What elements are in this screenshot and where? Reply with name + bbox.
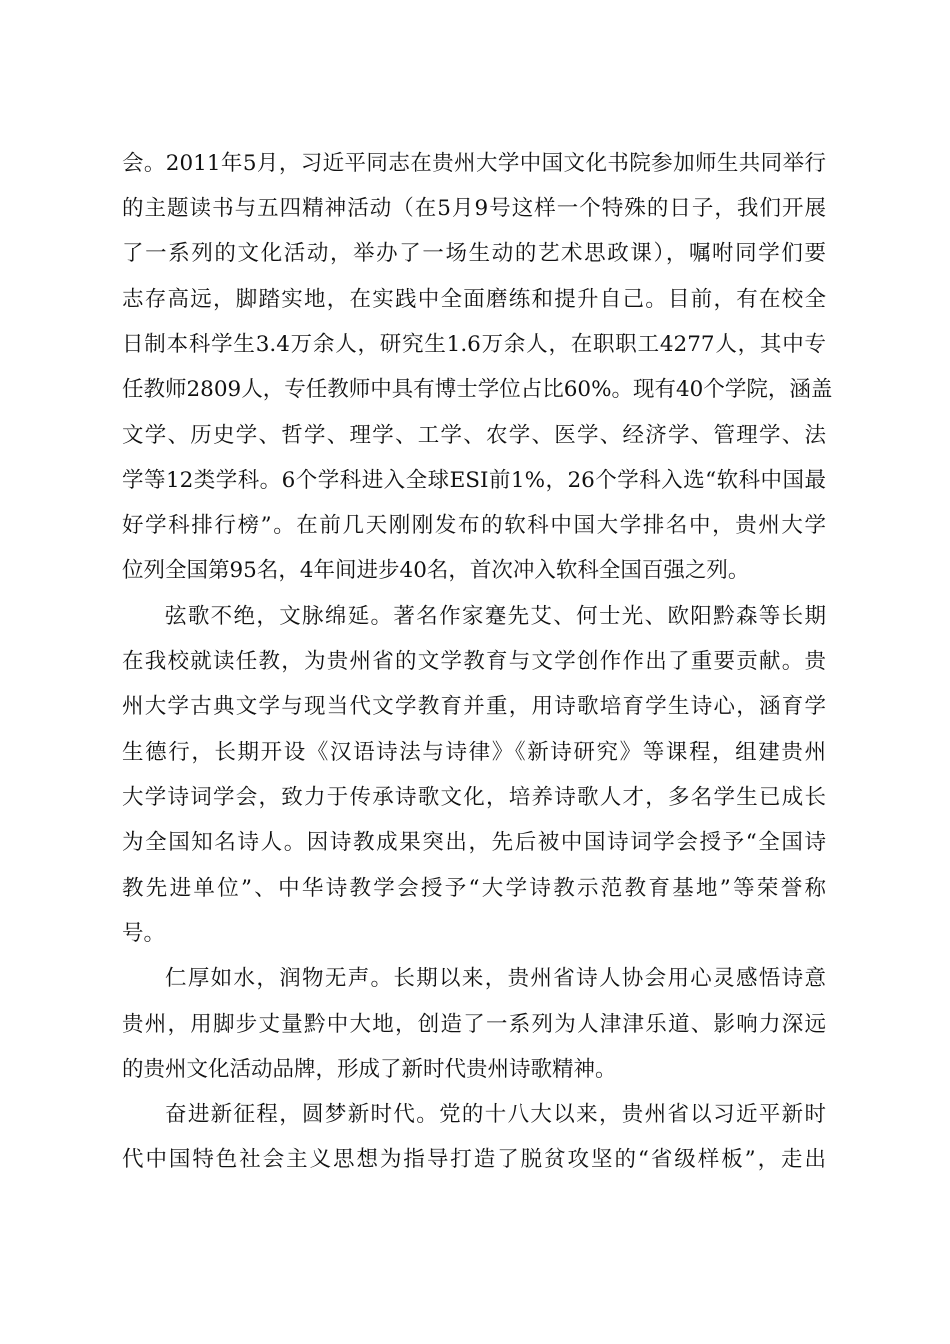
text-line: 教先进单位”、中华诗教学会授予“大学诗教示范教育基地”等荣誉称 [122, 876, 826, 901]
text-line: 生德行，长期开设《汉语诗法与诗律》《新诗研究》等课程，组建贵州 [122, 740, 826, 765]
text-line: 仁厚如水，润物无声。长期以来，贵州省诗人协会用心灵感悟诗意 [165, 966, 826, 991]
text-line: 号。 [122, 921, 166, 946]
text-line: 在我校就读任教，为贵州省的文学教育与文学创作作出了重要贡献。贵 [122, 649, 826, 674]
text-line: 的主题读书与五四精神活动（在5月9号这样一个特殊的日子，我们开展 [122, 196, 826, 221]
text-line: 任教师2809人，专任教师中具有博士学位占比60%。现有40个学院，涵盖 [122, 377, 833, 402]
text-line: 日制本科学生3.4万余人，研究生1.6万余人，在职职工4277人，其中专 [122, 332, 826, 357]
text-line: 奋进新征程，圆梦新时代。党的十八大以来，贵州省以习近平新时 [165, 1102, 826, 1127]
text-line: 代中国特色社会主义思想为指导打造了脱贫攻坚的“省级样板”，走出 [122, 1147, 826, 1172]
text-line: 位列全国第95名，4年间进步40名，首次冲入软科全国百强之列。 [122, 558, 750, 583]
text-line: 大学诗词学会，致力于传承诗歌文化，培养诗歌人才，多名学生已成长 [122, 785, 826, 810]
text-line: 了一系列的文化活动，举办了一场生动的艺术思政课），嘱咐同学们要 [122, 241, 826, 266]
text-line: 州大学古典文学与现当代文学教育并重，用诗歌培育学生诗心，涵育学 [122, 694, 826, 719]
text-line: 贵州，用脚步丈量黔中大地，创造了一系列为人津津乐道、影响力深远 [122, 1012, 826, 1037]
text-line: 为全国知名诗人。因诗教成果突出，先后被中国诗词学会授予“全国诗 [122, 830, 826, 855]
text-line: 弦歌不绝，文脉绵延。著名作家蹇先艾、何士光、欧阳黔森等长期 [165, 604, 826, 629]
text-line: 好学科排行榜”。在前几天刚刚发布的软科中国大学排名中，贵州大学 [122, 513, 826, 538]
text-line: 志存高远，脚踏实地，在实践中全面磨练和提升自己。目前，有在校全 [122, 287, 826, 312]
text-line: 学等12类学科。6个学科进入全球ESI前1%，26个学科入选“软科中国最 [122, 468, 826, 493]
text-line: 文学、历史学、哲学、理学、工学、农学、医学、经济学、管理学、法 [122, 423, 826, 448]
text-line: 的贵州文化活动品牌，形成了新时代贵州诗歌精神。 [122, 1057, 617, 1082]
text-line: 会。2011年5月，习近平同志在贵州大学中国文化书院参加师生共同举行 [122, 151, 826, 176]
